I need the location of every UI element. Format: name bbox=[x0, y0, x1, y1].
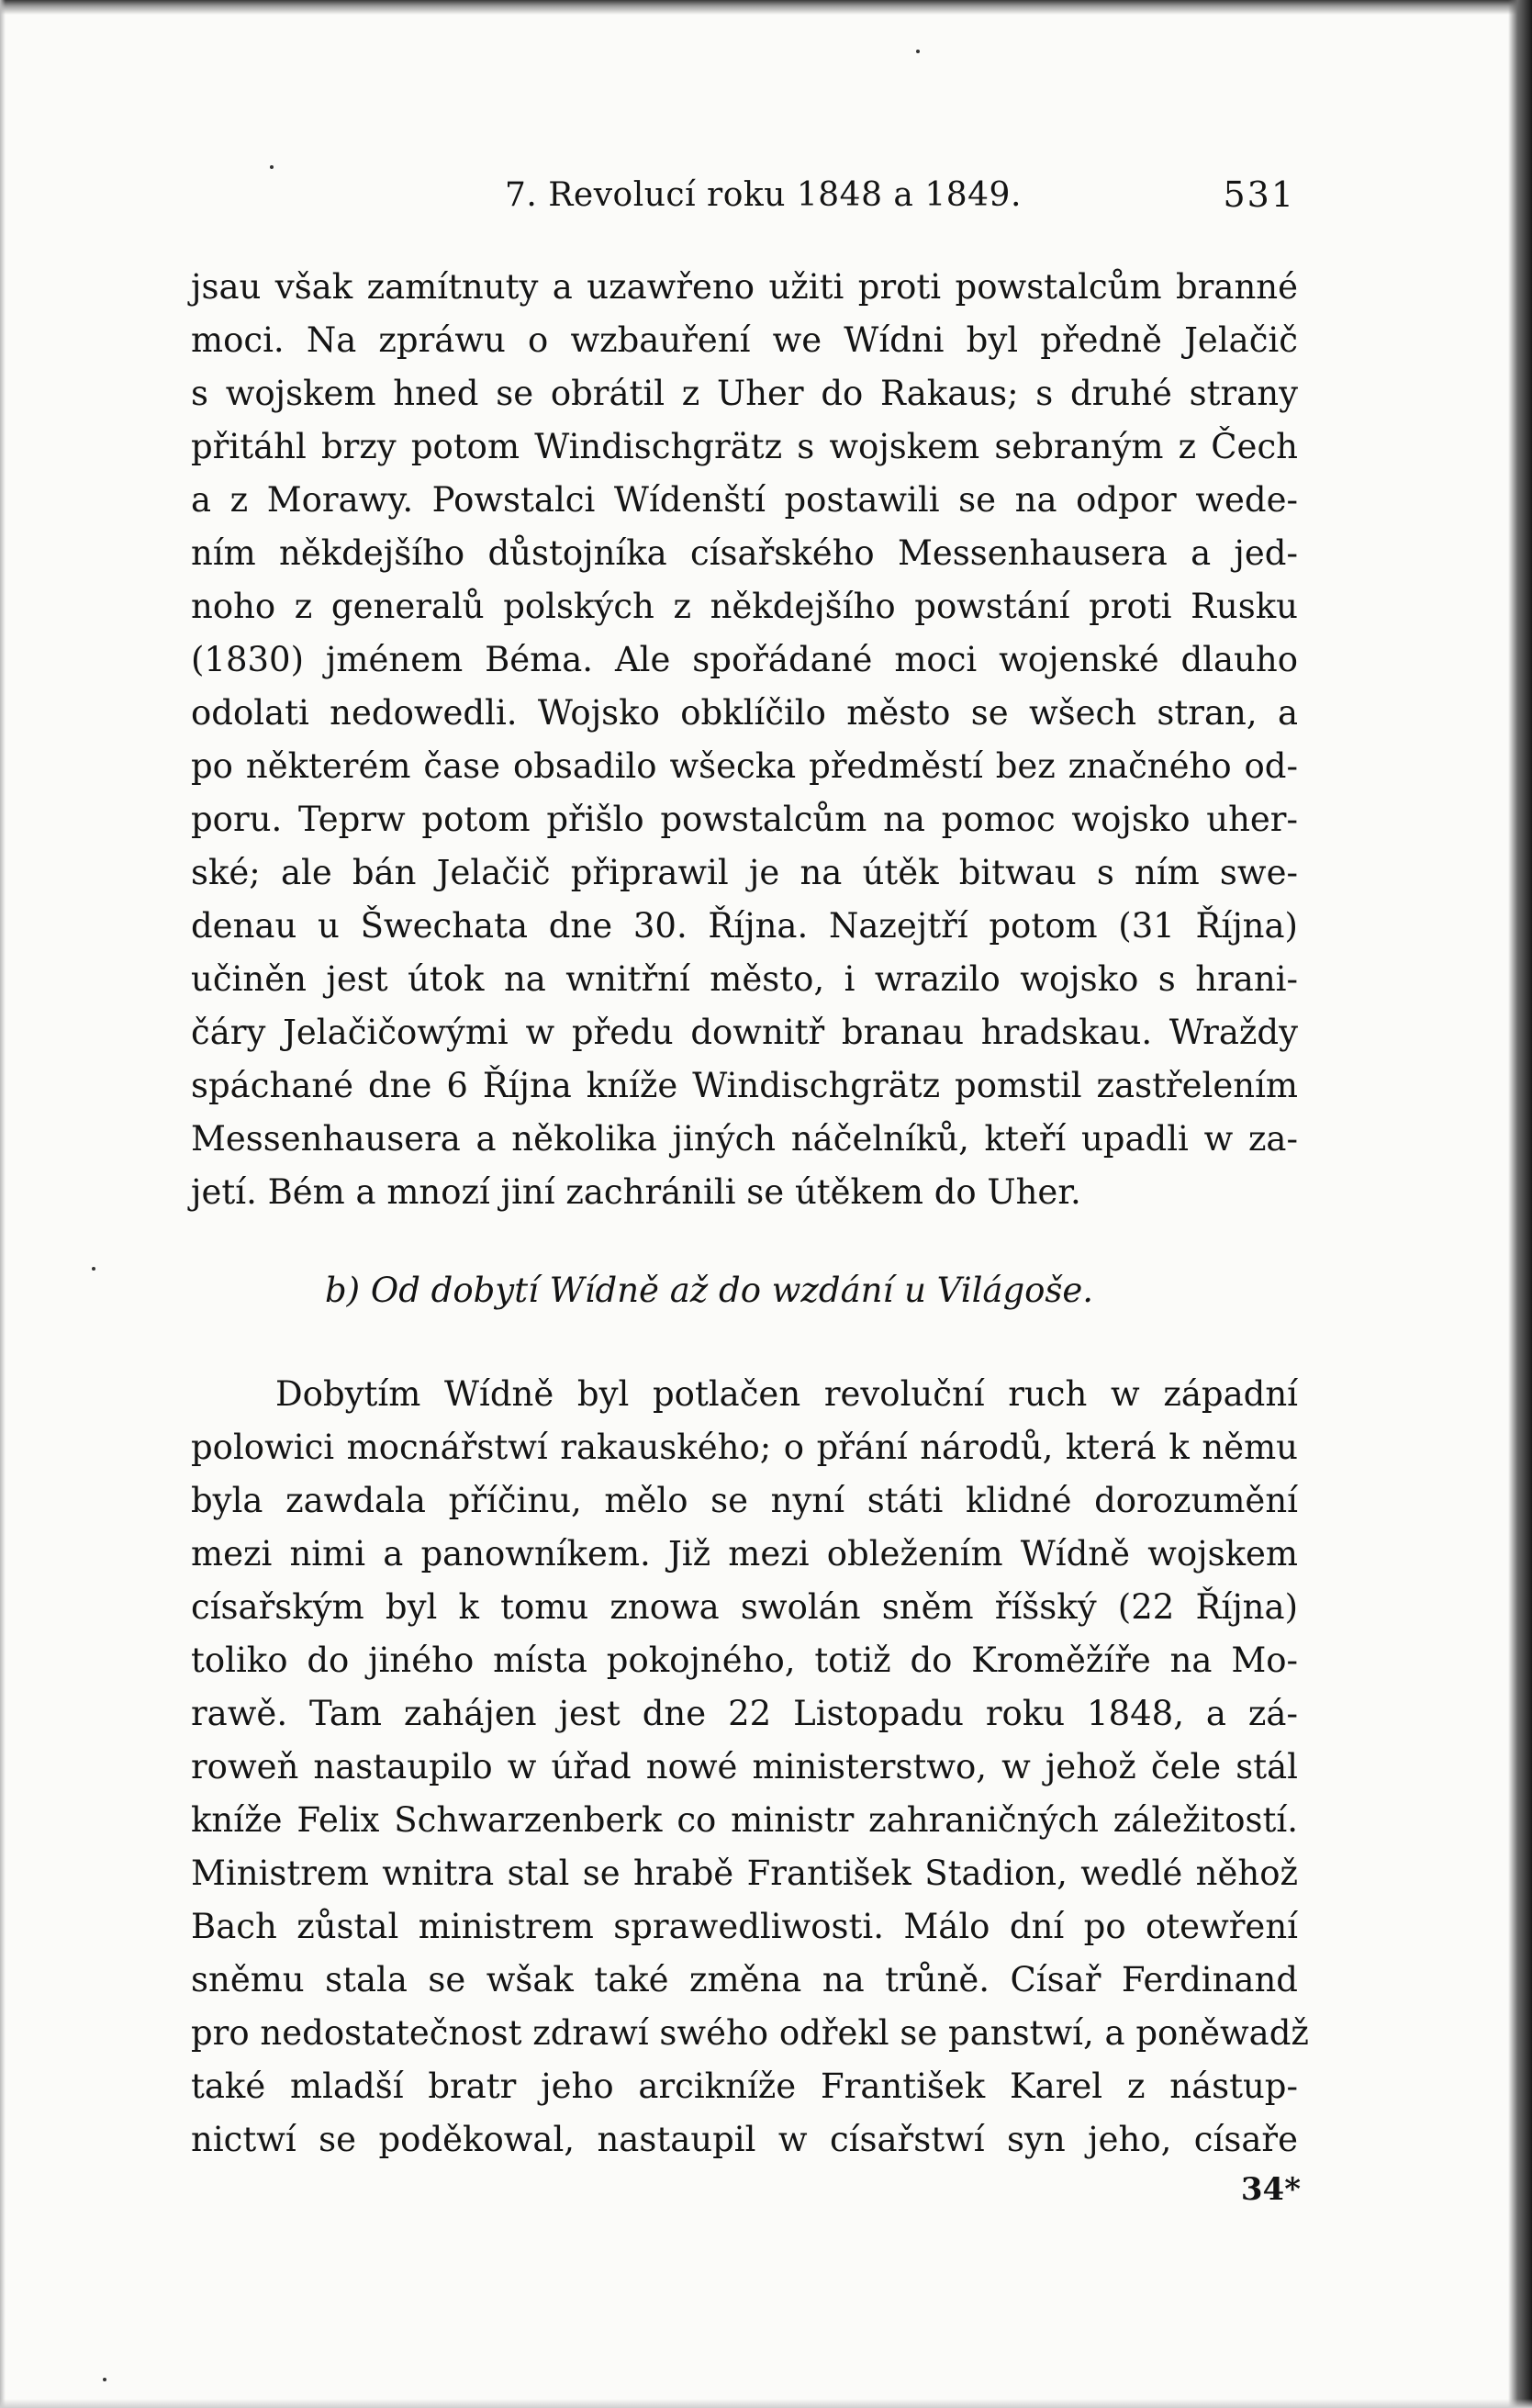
page-number: 531 bbox=[1223, 174, 1295, 215]
text-line: ním někdejšího důstojníka císařského Messenhausera a jed- bbox=[191, 533, 1298, 573]
text-line: spáchané dne 6 Října kníže Windischgrätz pomstil zastřelením bbox=[191, 1066, 1298, 1105]
text-line: poru. Teprw potom přišlo powstalcům na pomoc wojsko uher- bbox=[191, 800, 1298, 839]
text-line: přitáhl brzy potom Windischgrätz s wojskem sebraným z Čech bbox=[191, 427, 1298, 466]
page-edge-bottom bbox=[0, 2399, 1532, 2408]
text-line: jsau však zamítnuty a uzawřeno užiti proti powstalcům branné bbox=[191, 267, 1298, 307]
text-line: s wojskem hned se obrátil z Uher do Rakaus; s druhé strany bbox=[191, 374, 1298, 413]
page-edge-top bbox=[0, 0, 1532, 15]
running-title: 7. Revolucí roku 1848 a 1849. bbox=[505, 176, 1022, 214]
paragraph-1 bbox=[191, 261, 1298, 1219]
signature-mark: 34* bbox=[1240, 2171, 1301, 2208]
text-line: toliko do jiného místa pokojného, totiž do Kroměžíře na Mo- bbox=[191, 1641, 1298, 1680]
text-line: denau u Šwechata dne 30. Října. Nazejtří potom (31 Října) bbox=[191, 906, 1298, 946]
scan-speck bbox=[270, 165, 274, 169]
text-line: sněmu stala se wšak také změna na trůně. Císař Ferdinand bbox=[191, 1960, 1298, 1999]
text-line: Messenhausera a několika jiných náčelníků, kteří upadli w za- bbox=[191, 1119, 1298, 1159]
text-line: polowici mocnářstwí rakauského; o přání národů, která k němu bbox=[191, 1428, 1298, 1467]
text-line: roweň nastaupilo w úřad nowé ministerstwo, w jehož čele stál bbox=[191, 1747, 1298, 1786]
text-line: ské; ale bán Jelačič připrawil je na útěk bitwau s ním swe- bbox=[191, 853, 1298, 892]
text-line: byla zawdala příčinu, mělo se nyní státi klidné dorozumění bbox=[191, 1481, 1298, 1520]
text-line: noho z generalů polských z někdejšího powstání proti Rusku bbox=[191, 587, 1298, 626]
text-line: Bach zůstal ministrem sprawedliwosti. Málo dní po otewření bbox=[191, 1907, 1298, 1946]
text-line: nictwí se poděkowal, nastaupil w císařstwí syn jeho, císaře bbox=[191, 2120, 1298, 2159]
text-line: jetí. Bém a mnozí jiní zachránili se útěkem do Uher. bbox=[191, 1172, 1081, 1212]
text-line: po některém čase obsadilo wšecka předměstí bez značného od- bbox=[191, 746, 1298, 786]
scan-speck bbox=[92, 1267, 95, 1271]
text-line: Dobytím Wídně byl potlačen revoluční ruch w západní bbox=[275, 1374, 1298, 1414]
text-line: kníže Felix Schwarzenberk co ministr zahraničných záležitostí. bbox=[191, 1800, 1298, 1840]
text-line: Ministrem wnitra stal se hrabě František Stadion, wedlé něhož bbox=[191, 1854, 1298, 1893]
text-line: císařským byl k tomu znowa swolán sněm říšský (22 Října) bbox=[191, 1587, 1298, 1627]
text-line: odolati nedowedli. Wojsko obklíčilo město se wšech stran, a bbox=[191, 693, 1298, 733]
text-line: rawě. Tam zahájen jest dne 22 Listopadu roku 1848, a zá- bbox=[191, 1694, 1298, 1733]
text-line: učiněn jest útok na wnitřní město, i wrazilo wojsko s hrani- bbox=[191, 959, 1298, 999]
text-line: mezi nimi a panowníkem. Již mezi obležením Wídně wojskem bbox=[191, 1534, 1298, 1574]
section-heading: b) Od dobytí Wídně až do wzdání u Világoše. bbox=[325, 1271, 1094, 1310]
scan-speck bbox=[916, 50, 920, 53]
scan-speck bbox=[103, 2378, 106, 2381]
page-edge-right bbox=[1508, 0, 1532, 2408]
text-line: pro nedostatečnost zdrawí swého odřekl se panstwí, a poněwadž bbox=[191, 2013, 1309, 2053]
text-line: také mladší bratr jeho arcikníže František Karel z nástup- bbox=[191, 2066, 1298, 2106]
text-line: a z Morawy. Powstalci Wídenští postawili se na odpor wede- bbox=[191, 480, 1298, 520]
text-line: čáry Jelačičowými w předu downitř branau hradskau. Wraždy bbox=[191, 1013, 1298, 1052]
page-edge-left bbox=[0, 0, 6, 2408]
text-line: (1830) jménem Béma. Ale spořádané moci wojenské dlauho bbox=[191, 640, 1298, 679]
text-line: moci. Na zpráwu o wzbauření we Wídni byl předně Jelačič bbox=[191, 320, 1298, 360]
paragraph-2 bbox=[191, 1368, 1309, 2167]
